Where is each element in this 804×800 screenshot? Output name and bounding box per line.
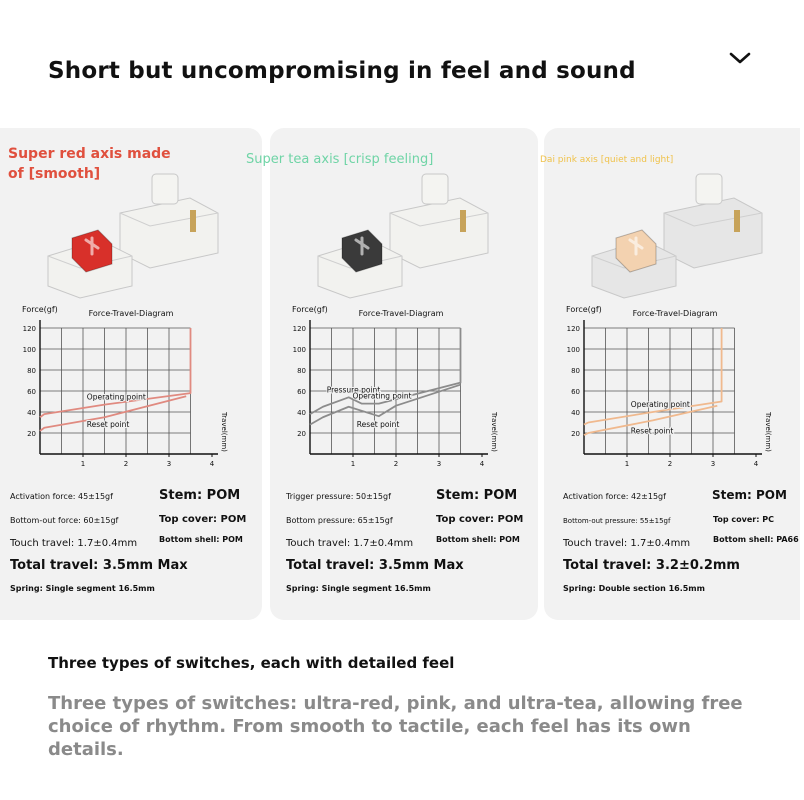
front-switch — [592, 230, 676, 298]
y-axis-label: Force(gf) — [292, 305, 328, 314]
y-tick-label: 80 — [297, 367, 306, 375]
y-axis-label: Force(gf) — [22, 305, 58, 314]
x-tick-label: 2 — [393, 460, 399, 468]
force-travel-chart — [544, 296, 804, 476]
x-tick-label: 3 — [166, 460, 172, 468]
y-tick-label: 20 — [297, 430, 306, 438]
spec-touch-travel: Touch travel: 1.7±0.4mm — [563, 538, 691, 549]
chart-title: Force-Travel-Diagram — [88, 309, 174, 318]
x-tick-label: 1 — [624, 460, 630, 468]
spec-activation: Activation force: 42±15gf — [563, 492, 666, 501]
switch-stem-back — [696, 174, 722, 204]
switch-image — [40, 168, 230, 298]
series-line-0 — [310, 328, 461, 414]
switch-housing — [120, 198, 218, 268]
switch-stem-back — [422, 174, 448, 204]
x-axis-label: Travel(mm) — [764, 412, 772, 452]
y-tick-label: 100 — [292, 346, 306, 354]
y-tick-label: 40 — [297, 409, 306, 417]
force-travel-chart — [0, 296, 260, 476]
y-tick-label: 120 — [292, 325, 306, 333]
section-subheading: Three types of switches, each with detailed feel — [48, 654, 455, 672]
spec-spring: Spring: Single segment 16.5mm — [286, 584, 431, 593]
series-line-0 — [40, 328, 191, 417]
spec-top-cover: Top cover: PC — [713, 515, 774, 524]
y-axis-label: Force(gf) — [566, 305, 602, 314]
annotation-label: Reset point — [86, 420, 130, 430]
front-switch — [48, 230, 132, 298]
spec-spring: Spring: Double section 16.5mm — [563, 584, 705, 593]
x-tick-label: 2 — [667, 460, 673, 468]
spec-stem: Stem: POM — [712, 488, 787, 502]
y-tick-label: 40 — [571, 409, 580, 417]
x-tick-label: 4 — [753, 460, 759, 468]
x-tick-label: 3 — [436, 460, 442, 468]
switch-card-pink — [540, 128, 800, 620]
y-tick-label: 120 — [22, 325, 36, 333]
x-axis-label: Travel(mm) — [220, 412, 228, 452]
annotation-label: Reset point — [356, 420, 400, 430]
annotation-label: Reset point — [630, 426, 674, 436]
chevron-down-icon[interactable] — [726, 46, 754, 70]
y-tick-label: 40 — [27, 409, 36, 417]
x-tick-label: 2 — [123, 460, 129, 468]
y-tick-label: 100 — [566, 346, 580, 354]
spec-top-cover: Top cover: POM — [159, 514, 247, 525]
y-tick-label: 60 — [27, 388, 36, 396]
chart-title: Force-Travel-Diagram — [632, 309, 718, 318]
y-tick-label: 60 — [571, 388, 580, 396]
annotation-label: Pressure point — [326, 385, 381, 395]
switch-pin — [460, 210, 466, 232]
spec-bottom-out: Bottom-out pressure: 55±15gf — [563, 517, 671, 525]
back-switch — [390, 174, 488, 268]
annotation-label: Operating point — [86, 392, 146, 402]
card-title: Dai pink axis [quiet and light] — [540, 155, 674, 165]
chart-title: Force-Travel-Diagram — [358, 309, 444, 318]
spec-bottom-shell: Bottom shell: PA66 — [713, 535, 799, 544]
force-travel-chart — [270, 296, 530, 476]
x-tick-label: 3 — [710, 460, 716, 468]
spec-top-cover: Top cover: POM — [436, 514, 524, 525]
y-tick-label: 20 — [571, 430, 580, 438]
y-tick-label: 60 — [297, 388, 306, 396]
x-tick-label: 4 — [209, 460, 215, 468]
spec-total-travel: Total travel: 3.5mm Max — [286, 558, 464, 573]
annotation-label: Operating point — [352, 391, 412, 401]
y-tick-label: 80 — [27, 367, 36, 375]
switch-card-red — [0, 128, 262, 620]
switch-pin — [734, 210, 740, 232]
spec-bottom-out: Bottom pressure: 65±15gf — [286, 516, 393, 525]
switch-housing — [664, 198, 762, 268]
front-switch — [318, 230, 402, 298]
y-tick-label: 80 — [571, 367, 580, 375]
switch-image — [310, 168, 500, 298]
spec-bottom-shell: Bottom shell: POM — [436, 535, 520, 544]
annotation-label: Operating point — [630, 400, 690, 409]
page-headline: Short but uncompromising in feel and sound — [48, 58, 636, 84]
back-switch — [120, 174, 218, 268]
y-tick-label: 20 — [27, 430, 36, 438]
spec-total-travel: Total travel: 3.2±0.2mm — [563, 558, 740, 573]
x-tick-label: 1 — [350, 460, 356, 468]
spec-bottom-shell: Bottom shell: POM — [159, 535, 243, 544]
spec-stem: Stem: POM — [436, 488, 518, 503]
spec-activation: Trigger pressure: 50±15gf — [286, 492, 391, 501]
back-switch — [664, 174, 762, 268]
section-description: Three types of switches: ultra-red, pink, and ultra-tea, allowing free choice of rhythm. From smooth to tactile, each feel has its own details. — [48, 693, 743, 760]
spec-bottom-out: Bottom-out force: 60±15gf — [10, 516, 119, 525]
y-tick-label: 100 — [22, 346, 36, 354]
spec-stem: Stem: POM — [159, 488, 241, 503]
switch-pin — [190, 210, 196, 232]
x-tick-label: 4 — [479, 460, 485, 468]
card-title: Super tea axis [crisp feeling] — [246, 152, 434, 167]
spec-total-travel: Total travel: 3.5mm Max — [10, 558, 188, 573]
card-title: Super red axis made of [smooth] — [8, 146, 171, 182]
spec-spring: Spring: Single segment 16.5mm — [10, 584, 155, 593]
switch-image — [584, 168, 774, 298]
x-axis-label: Travel(mm) — [490, 412, 498, 452]
switch-housing — [390, 198, 488, 268]
spec-activation: Activation force: 45±15gf — [10, 492, 113, 501]
spec-touch-travel: Touch travel: 1.7±0.4mm — [10, 538, 138, 549]
y-tick-label: 120 — [566, 325, 580, 333]
switch-card-tea — [246, 128, 538, 620]
switch-stem-back — [152, 174, 178, 204]
spec-touch-travel: Touch travel: 1.7±0.4mm — [286, 538, 414, 549]
x-tick-label: 1 — [80, 460, 86, 468]
